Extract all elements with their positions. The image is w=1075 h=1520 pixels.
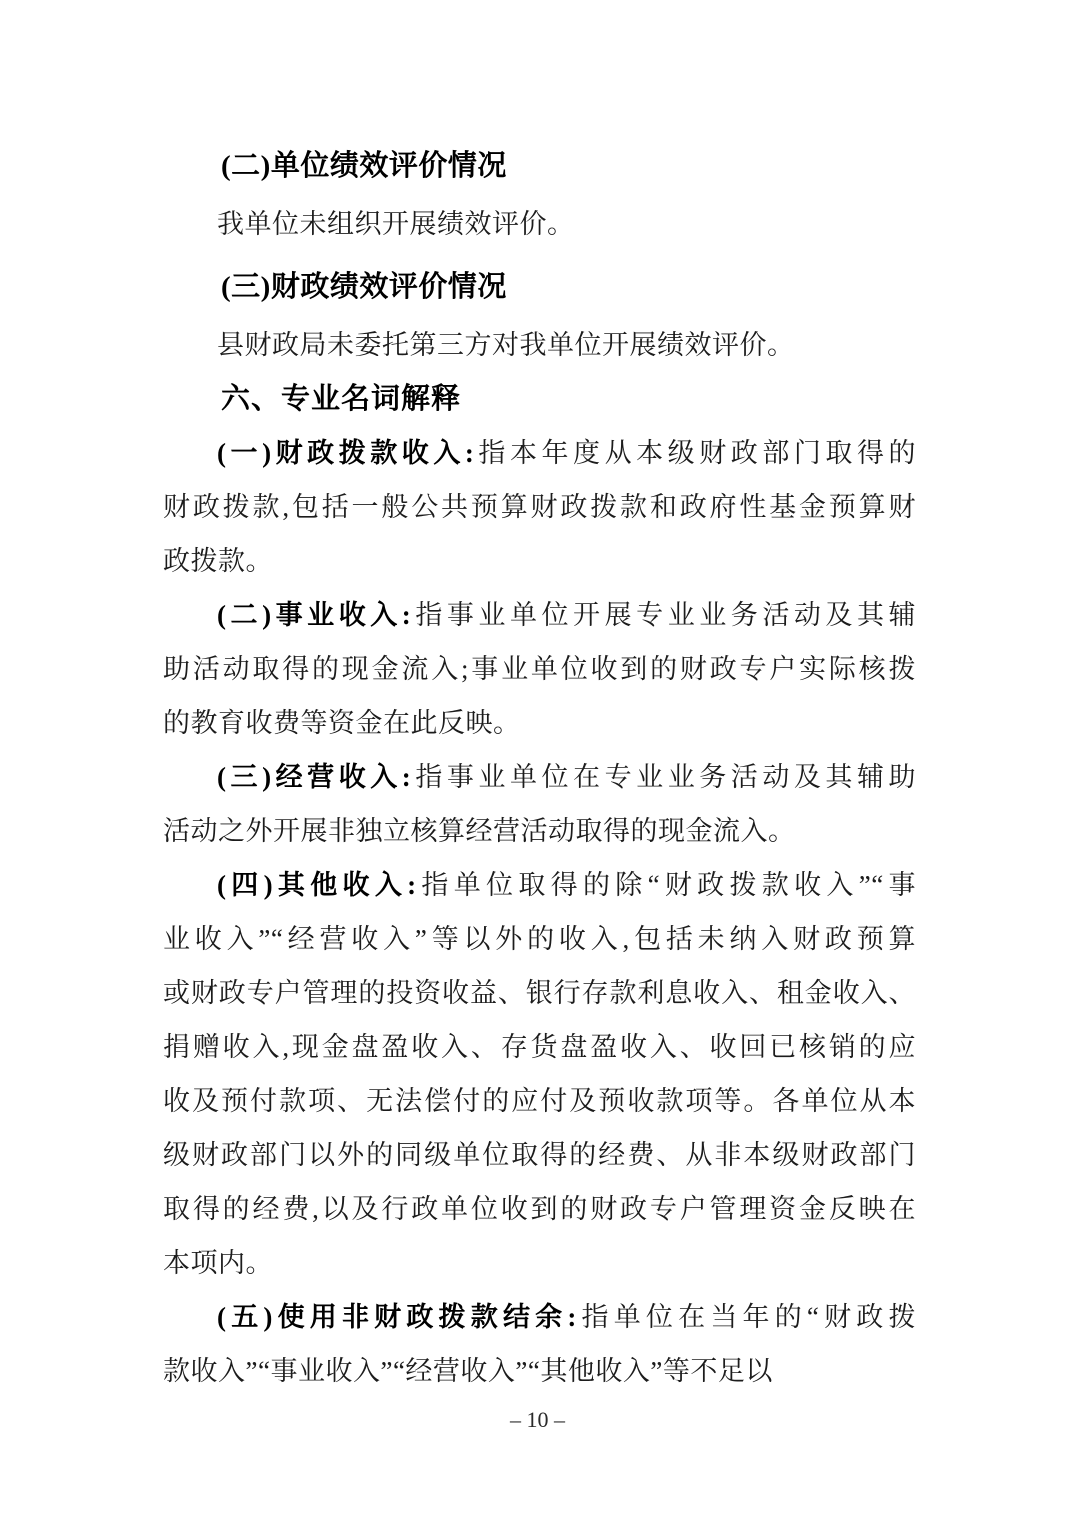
term-label: (五)使用非财政拨款结余: — [217, 1302, 577, 1332]
text-run: 县财政局未委托第三方对我单位开展绩效评价。 — [217, 330, 795, 360]
section-heading — [163, 372, 916, 426]
text-run: 财政拨款,包括一般公共预算财政拨款和政府性基金预算财 — [163, 492, 916, 522]
text-line — [163, 966, 916, 1020]
text-run: 业收入”“经营收入”等以外的收入,包括未纳入财政预算 — [163, 924, 916, 954]
text-line — [163, 372, 916, 426]
section-heading — [163, 139, 916, 193]
text-run: 捐赠收入,现金盘盈收入、存货盘盈收入、收回已核销的应 — [163, 1032, 916, 1062]
section-heading — [163, 260, 916, 314]
text-line — [163, 260, 916, 314]
text-run: 指本年度从本级财政部门取得的 — [474, 438, 916, 468]
text-line — [163, 642, 916, 696]
text-line — [163, 480, 916, 534]
text-run: 指事业单位在专业业务活动及其辅助 — [411, 762, 916, 792]
term-label: 六、专业名词解释 — [221, 383, 462, 415]
page-footer — [0, 1405, 1075, 1435]
text-line — [163, 426, 916, 480]
text-line — [163, 858, 916, 912]
text-line — [163, 1290, 916, 1344]
term-label: (一)财政拨款收入: — [217, 438, 475, 468]
text-line — [163, 318, 916, 372]
text-run: 活动之外开展非独立核算经营活动取得的现金流入。 — [163, 816, 796, 846]
text-line — [163, 750, 916, 804]
text-run: 本项内。 — [163, 1248, 273, 1278]
text-run: 我单位未组织开展绩效评价。 — [217, 209, 575, 239]
text-run: 或财政专户管理的投资收益、银行存款利息收入、租金收入、 — [163, 978, 916, 1008]
paragraph — [163, 1290, 916, 1398]
text-line — [163, 197, 916, 251]
text-line — [163, 1020, 916, 1074]
term-label: (三)经营收入: — [217, 762, 412, 792]
text-run: 指单位在当年的“财政拨 — [576, 1302, 916, 1332]
text-line — [163, 912, 916, 966]
text-line — [163, 1074, 916, 1128]
text-run: 政拨款。 — [163, 546, 273, 576]
paragraph — [163, 750, 916, 858]
text-line — [163, 534, 916, 588]
page-body — [163, 139, 916, 1398]
paragraph — [163, 858, 916, 1290]
paragraph — [163, 318, 916, 372]
text-run: 收及预付款项、无法偿付的应付及预收款项等。各单位从本 — [163, 1086, 916, 1116]
page-number: – 10 – — [510, 1407, 565, 1432]
text-run: 的教育收费等资金在此反映。 — [163, 708, 521, 738]
text-line — [163, 139, 916, 193]
text-run: 级财政部门以外的同级单位取得的经费、从非本级财政部门 — [163, 1140, 916, 1170]
term-label: (二)单位绩效评价情况 — [221, 150, 507, 182]
text-line — [163, 1182, 916, 1236]
paragraph — [163, 588, 916, 750]
text-run: 款收入”“事业收入”“经营收入”“其他收入”等不足以 — [163, 1356, 773, 1386]
paragraph — [163, 426, 916, 588]
text-run: 指事业单位开展专业业务活动及其辅 — [411, 600, 916, 630]
text-line — [163, 696, 916, 750]
text-line — [163, 1128, 916, 1182]
text-run: 取得的经费,以及行政单位收到的财政专户管理资金反映在 — [163, 1194, 916, 1224]
text-line — [163, 588, 916, 642]
text-run: 指单位取得的除“财政拨款收入”“事 — [416, 870, 916, 900]
term-label: (四)其他收入: — [217, 870, 417, 900]
term-label: (二)事业收入: — [217, 600, 412, 630]
text-line — [163, 804, 916, 858]
paragraph — [163, 197, 916, 251]
text-run: 助活动取得的现金流入;事业单位收到的财政专户实际核拨 — [163, 654, 916, 684]
text-line — [163, 1236, 916, 1290]
text-line — [163, 1344, 916, 1398]
term-label: (三)财政绩效评价情况 — [221, 271, 507, 303]
